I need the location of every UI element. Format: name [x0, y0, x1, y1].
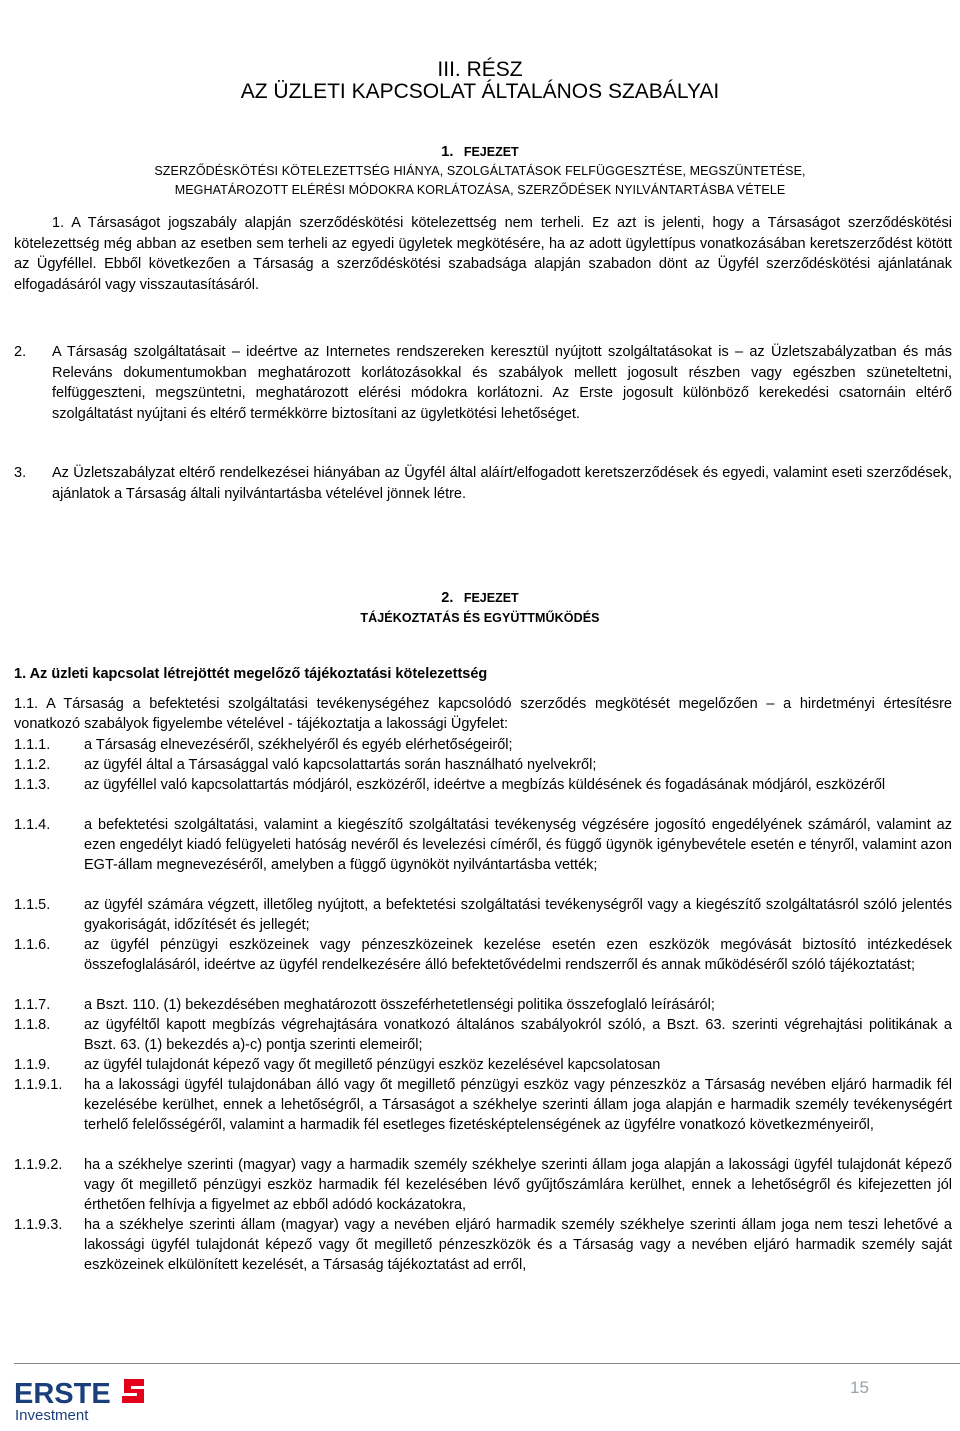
- paragraph-text: Az Üzletszabályzat eltérő rendelkezései hiányában az Ügyfél által aláírt/elfogadott keretszerződések és egyedi, valamint eseti szerződések, ajánlatok a Társaság általi nyilvántartásba vételével jönnek létre.: [52, 465, 952, 502]
- erste-investment-logo: [14, 1373, 154, 1423]
- chapter1-paragraph-1: [14, 213, 952, 295]
- section-title: 1. Az üzleti kapcsolat létrejöttét megelőző tájékoztatási kötelezettség: [14, 666, 488, 682]
- section-intro: 1.1. A Társaság a befektetési szolgáltatási tevékenységéhez kapcsolódó szerződés megkötését megelőzően – a hirdetményi értesítésre vonatkozó szabályok figyelembe vételével - tájékoztatja a lakossági Ügyfelet:: [14, 696, 952, 732]
- list-item: 1.1.4. a befektetési szolgáltatási, valamint a kiegészítő szolgáltatási tevékenység végzésére jogosító engedélyének számáról, valamint az ezen engedélyt kiadó felügyeleti hatóság nevéről és levelezési címéről, és függő ügynök igénybevétele esetén e tényről, valamint azon EGT-állam megnevezéséről, amelyben a függő ügynököt nyilvántartásba vették;: [14, 817, 952, 873]
- paragraph-number: 2.: [14, 344, 27, 360]
- chapter1-heading: [0, 144, 960, 160]
- part-number: III. RÉSZ: [437, 58, 523, 81]
- footer-divider: [14, 1363, 960, 1364]
- list-item: 1.1.2. az ügyfél által a Társasággal való kapcsolattartás során használható nyelvekről;: [14, 757, 597, 773]
- chapter2-heading: [0, 590, 960, 606]
- list-item: 1.1.6. az ügyfél pénzügyi eszközeinek vagy pénzeszközeinek kezelése esetén ezen eszközök megóvását biztosító intézkedések összefoglalásáról, ideértve az ügyfél rendelkezésére álló befektetővédelmi rendszerről és annak működéséről szóló tájékoztatást;: [14, 937, 952, 973]
- logo-subtext: Investment: [15, 1407, 89, 1423]
- chapter2-number: 2.: [441, 590, 454, 606]
- chapter1-number: 1.: [441, 144, 454, 160]
- paragraph-text: 1. A Társaságot jogszabály alapján szerződéskötési kötelezettség nem terheli. Ez azt is jelenti, hogy a Társaságot szerződéskötési kötelezettség még abban az esetben sem terheli az egyedi ügyletek megkötésére, ha az adott ügylettípus vonatkozásában keretszerződést kötött az Ügyféllel. Ebből következően a Társaság a szerződéskötési szabadsága alapján szabadon dönt az Ügyfél szerződéskötési ajánlatának elfogadásáról vagy visszautasításáról.: [14, 215, 952, 293]
- paragraph-text: A Társaság szolgáltatásait – ideértve az Internetes rendszereken keresztül nyújtott szolgáltatásokat is – az Üzletszabályzatban és más Releváns dokumentumokban meghatározott korlátozásokkal és szabályok mellett jogosult részben vagy egészben szüneteltetni, felfüggeszteni, megszüntetni, meghatározott elérési módokra korlátozni. Az Erste jogosult különböző kerekedési csatornáin eltérő szolgáltatást nyújtani és eltérő termékkörre biztosítani az ügyletkötési lehetőséget.: [52, 344, 952, 422]
- part-title: AZ ÜZLETI KAPCSOLAT ÁLTALÁNOS SZABÁLYAI: [240, 80, 720, 103]
- chapter1-subtitle-line2: MEGHATÁROZOTT ELÉRÉSI MÓDOKRA KORLÁTOZÁSA, SZERZŐDÉSEK NYILVÁNTARTÁSBA VÉTELE: [174, 183, 786, 197]
- list-item: 1.1.9.3. ha a székhelye szerinti állam (magyar) vagy a nevében eljáró harmadik személy székhelye szerinti állam joga nem teszi lehetővé a lakossági ügyfél tulajdonát képező vagy őt megillető pénzeszközök és a Társaság vagy a nevében eljáró harmadik személy saját eszközeinek elkülönített kezelését, a Társaság tájékoztatást ad erről,: [14, 1217, 952, 1273]
- chapter1-subtitle-line1: SZERZŐDÉSKÖTÉSI KÖTELEZETTSÉG HIÁNYA, SZOLGÁLTATÁSOK FELFÜGGESZTÉSE, MEGSZÜNTETÉSE,: [154, 164, 806, 178]
- list-item: 1.1.3. az ügyféllel való kapcsolattartás módjáról, eszközéről, ideértve a megbízás küldésének és fogadásának módjáról, eszközéről: [14, 777, 886, 793]
- erste-s-symbol-icon: [122, 1379, 144, 1403]
- paragraph-number: 3.: [14, 465, 27, 481]
- list-item: 1.1.5. az ügyfél számára végzett, illetőleg nyújtott, a befektetési szolgáltatási tevékenységről vagy a kiegészítő szolgáltatásról szóló jelentés gyakoriságát, időzítését és jellegét;: [14, 897, 952, 933]
- chapter1-paragraph-3: [14, 463, 952, 504]
- chapter2-label: FEJEZET: [463, 591, 519, 605]
- chapter1-paragraph-2: [14, 342, 952, 424]
- chapter1-label: FEJEZET: [463, 145, 519, 159]
- list-item: 1.1.7. a Bszt. 110. (1) bekezdésében meghatározott összeférhetetlenségi politika összefoglaló leírásáról;: [14, 997, 715, 1013]
- list-item: 1.1.1. a Társaság elnevezéséről, székhelyéről és egyéb elérhetőségeiről;: [14, 737, 513, 753]
- chapter2-subtitle: TÁJÉKOZTATÁS ÉS EGYÜTTMŰKÖDÉS: [360, 611, 600, 625]
- list-item: 1.1.8. az ügyféltől kapott megbízás végrehajtására vonatkozó általános szabályokról szóló, a Bszt. 63. szerinti végrehajtási politikának a Bszt. 63. (1) bekezdés a)-c) pontja szerinti elemeiről;: [14, 1017, 952, 1053]
- logo-wordmark: ERSTE: [14, 1378, 111, 1410]
- list-item: 1.1.9.1. ha a lakossági ügyfél tulajdonában álló vagy őt megillető pénzügyi eszköz vagy pénzeszköz a Társaság nevében eljáró harmadik fél kezelésébe kerülhet, ennek a lehetőségről, a Társaságot a székhelye szerinti állam joga alapján e harmadik személy tevékenységért terhelő felelősségéről, valamint a harmadik fél esetleges fizetésképtelenségének az ügyfélre vonatkozó következményeiről,: [14, 1077, 952, 1133]
- list-item: 1.1.9. az ügyfél tulajdonát képező vagy őt megillető pénzügyi eszköz kezelésével kapcsolatosan: [14, 1057, 661, 1073]
- page-number: 15: [850, 1378, 869, 1397]
- list-item: 1.1.9.2. ha a székhelye szerinti (magyar) vagy a harmadik személy székhelye szerinti állam joga alapján a lakossági ügyfél tulajdonát képező vagy őt megillető pénzügyi eszköz harmadik fél kezelésében lévő gyűjtőszámlára kerülhet, ennek a lehetőségről és kifejezetten jól érthetően felhívja a figyelmet az ebből adódó kockázatokra,: [14, 1157, 952, 1213]
